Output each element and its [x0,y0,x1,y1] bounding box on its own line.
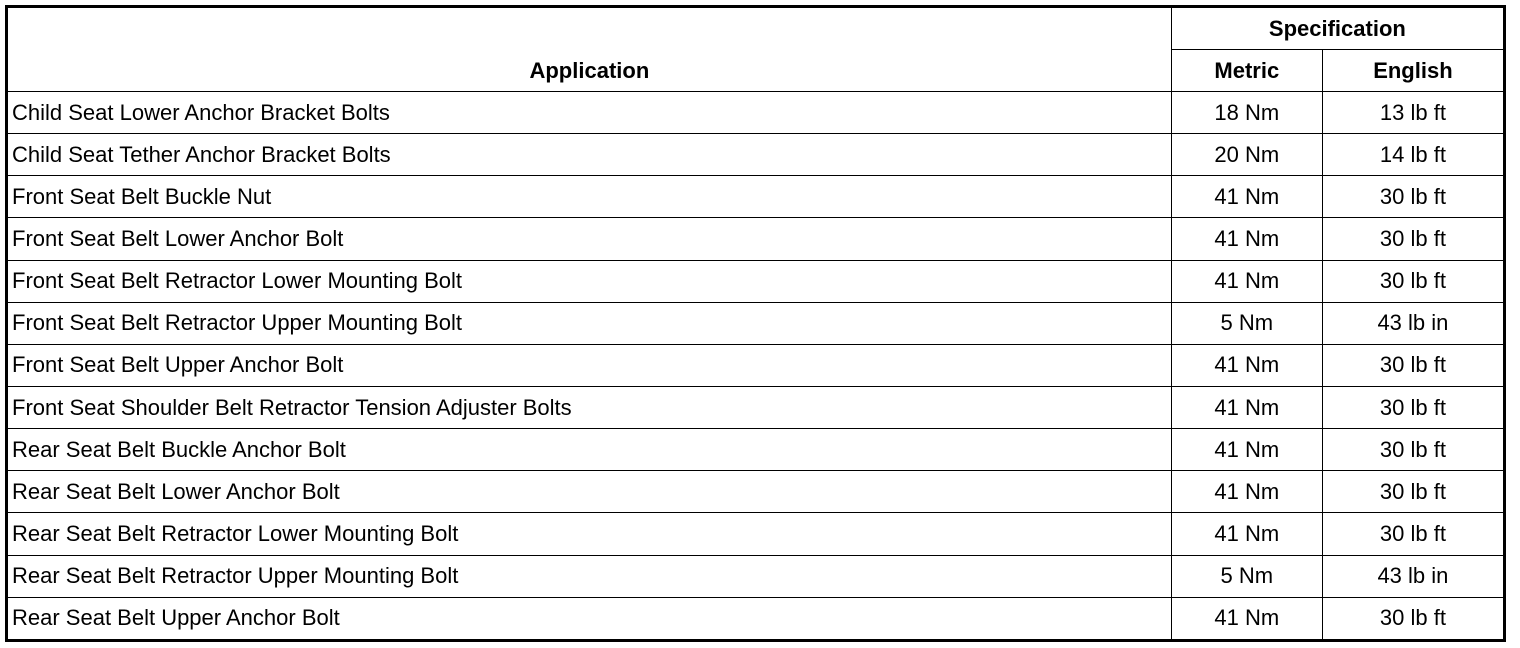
metric-cell: 41 Nm [1171,218,1322,260]
english-cell: 30 lb ft [1322,386,1504,428]
table-row [7,597,1505,640]
english-cell: 13 lb ft [1322,92,1504,134]
english-cell: 30 lb ft [1322,176,1504,218]
application-cell: Child Seat Tether Anchor Bracket Bolts [7,134,1172,176]
application-cell: Front Seat Belt Retractor Upper Mounting Bolt [7,302,1172,344]
english-cell: 30 lb ft [1322,471,1504,513]
table-row [7,555,1505,597]
english-header: English [1322,50,1504,92]
application-cell: Rear Seat Belt Retractor Upper Mounting Bolt [7,555,1172,597]
header-row-top [7,7,1505,50]
metric-header: Metric [1171,50,1322,92]
application-cell: Rear Seat Belt Retractor Lower Mounting Bolt [7,513,1172,555]
english-cell: 43 lb in [1322,302,1504,344]
application-cell: Front Seat Belt Buckle Nut [7,176,1172,218]
table-row [7,344,1505,386]
metric-cell: 41 Nm [1171,344,1322,386]
metric-cell: 41 Nm [1171,386,1322,428]
metric-cell: 41 Nm [1171,597,1322,640]
application-cell: Rear Seat Belt Lower Anchor Bolt [7,471,1172,513]
english-cell: 30 lb ft [1322,260,1504,302]
application-cell: Rear Seat Belt Upper Anchor Bolt [7,597,1172,640]
application-cell: Front Seat Shoulder Belt Retractor Tension Adjuster Bolts [7,386,1172,428]
table-row [7,471,1505,513]
metric-cell: 41 Nm [1171,429,1322,471]
metric-cell: 5 Nm [1171,302,1322,344]
application-cell: Child Seat Lower Anchor Bracket Bolts [7,92,1172,134]
application-cell: Rear Seat Belt Buckle Anchor Bolt [7,429,1172,471]
application-header: Application [7,7,1172,92]
english-cell: 30 lb ft [1322,513,1504,555]
specification-header: Specification [1171,7,1504,50]
metric-cell: 5 Nm [1171,555,1322,597]
fastener-spec-table [5,5,1506,642]
application-cell: Front Seat Belt Upper Anchor Bolt [7,344,1172,386]
english-cell: 14 lb ft [1322,134,1504,176]
table-row [7,176,1505,218]
table-row [7,218,1505,260]
table-body [7,92,1505,641]
table-row [7,429,1505,471]
table-header [7,7,1505,92]
application-cell: Front Seat Belt Retractor Lower Mounting Bolt [7,260,1172,302]
table-row [7,386,1505,428]
table-row [7,134,1505,176]
table-row [7,302,1505,344]
metric-cell: 41 Nm [1171,513,1322,555]
english-cell: 30 lb ft [1322,344,1504,386]
english-cell: 30 lb ft [1322,429,1504,471]
table-row [7,260,1505,302]
table-row [7,513,1505,555]
metric-cell: 41 Nm [1171,260,1322,302]
english-cell: 30 lb ft [1322,597,1504,640]
metric-cell: 41 Nm [1171,471,1322,513]
english-cell: 30 lb ft [1322,218,1504,260]
table-row [7,92,1505,134]
metric-cell: 20 Nm [1171,134,1322,176]
metric-cell: 18 Nm [1171,92,1322,134]
metric-cell: 41 Nm [1171,176,1322,218]
application-cell: Front Seat Belt Lower Anchor Bolt [7,218,1172,260]
english-cell: 43 lb in [1322,555,1504,597]
